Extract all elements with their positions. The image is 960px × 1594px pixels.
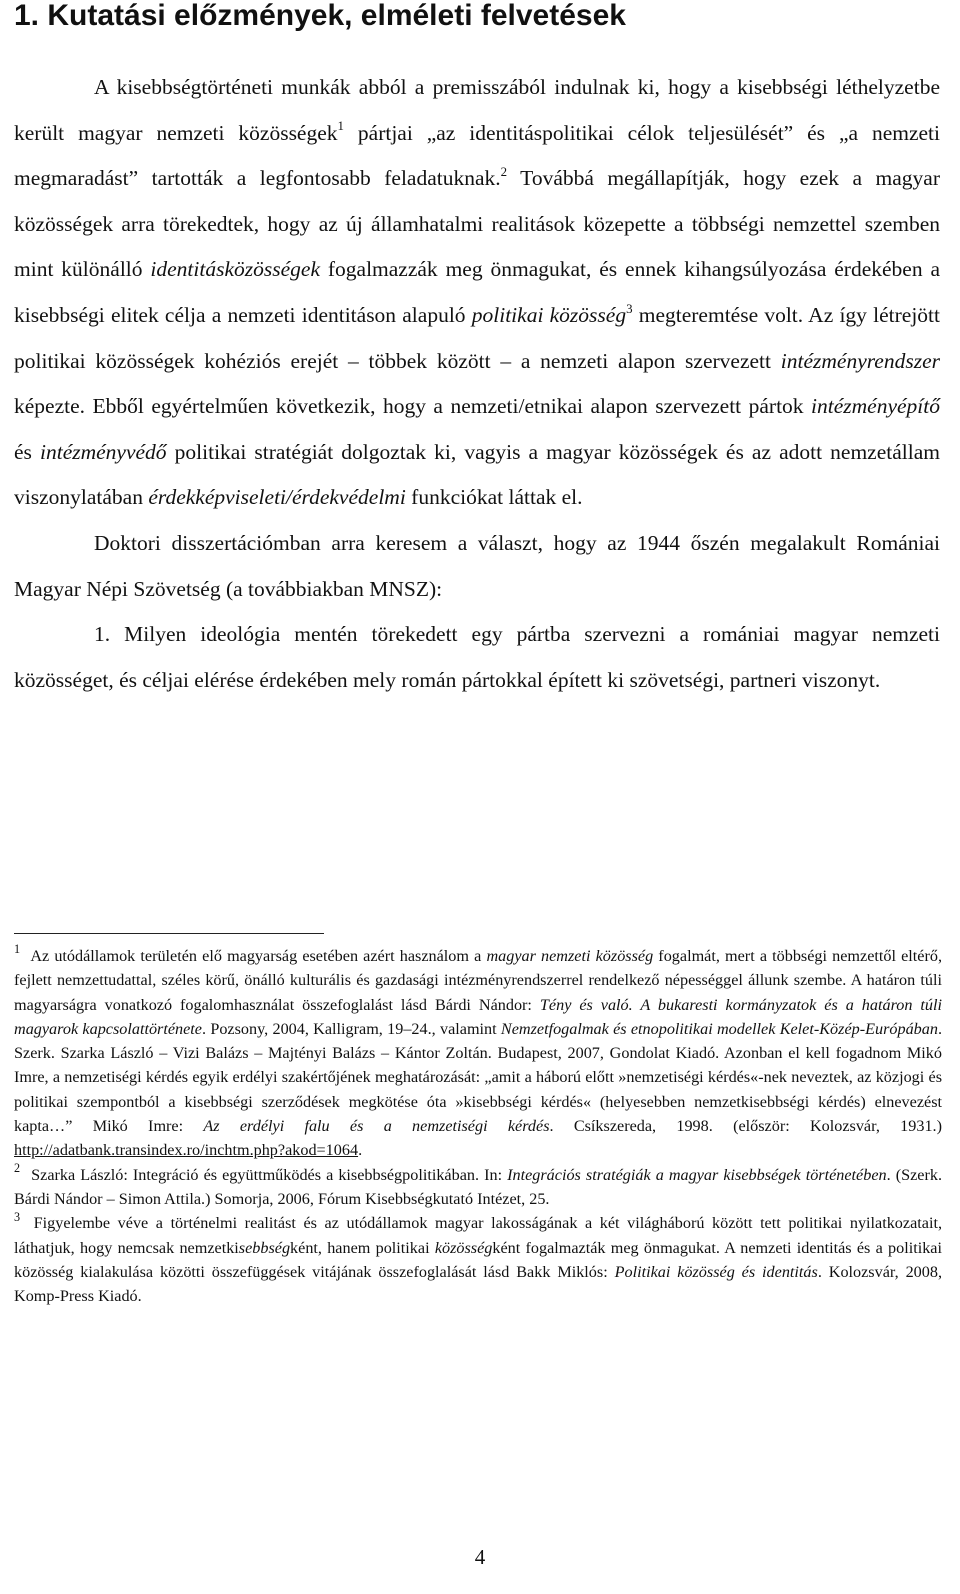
footnote-ref-1[interactable]: 1 xyxy=(337,119,344,134)
footnote-ref-3[interactable]: 3 xyxy=(626,301,633,316)
text-run: ként, hanem politikai xyxy=(290,1238,435,1257)
footnote-separator xyxy=(14,933,324,934)
italic-term: intézményrendszer xyxy=(780,348,940,373)
text-run: megteremtése volt. Az így létrejött politikai közösségek kohéziós erejét – többek között – a nemzeti alapon szervezett xyxy=(14,302,940,373)
italic-title: Politikai közösség és identitás xyxy=(614,1262,818,1281)
text-run: . (Szerk. Bárdi Nándor – Simon Attila.) Somorja, 2006, Fórum Kisebbségkutató Intézet, 25. xyxy=(14,1165,943,1208)
paragraph-premise xyxy=(14,65,940,521)
italic-title: Nemzetfogalmak és etnopolitikai modellek Kelet-Közép-Európában xyxy=(500,1019,938,1038)
paragraph-research-question: Doktori disszertációmban arra keresem a választ, hogy az 1944 őszén megalakult Romániai Magyar Népi Szövetség (a továbbiakban MNSZ): xyxy=(14,530,940,601)
page-number: 4 xyxy=(474,1545,486,1569)
italic-title: Integrációs stratégiák a magyar kisebbségek történetében xyxy=(507,1165,887,1184)
text-run: ként fogalmazták meg önmagukat. A nemzeti identitás és a politikai közösség kialakulása közötti összefüggések vitájának összefoglalását lásd Bakk Miklós: xyxy=(14,1238,942,1281)
italic-term: intézményépítő xyxy=(811,394,940,419)
footnote-ref-2[interactable]: 2 xyxy=(500,164,508,179)
text-run: . Pozsony, 2004, Kalligram, 19–24., valamint xyxy=(202,1019,501,1038)
text-run: Szarka László: Integráció és együttműködés a kisebbségpolitikában. In: xyxy=(26,1165,508,1184)
source-link[interactable]: http://adatbank.transindex.ro/inchtm.php?akod=1064 xyxy=(14,1141,359,1160)
italic-term: sebbség xyxy=(238,1238,291,1257)
footnote-2 xyxy=(14,1163,942,1212)
text-run: Figyelembe véve a történelmi realitást és az utódállamok magyar lakosságának a két világháború között tett politikai nyilatkozatait, láthatjuk, hogy nemcsak nemzetki xyxy=(14,1214,942,1257)
italic-term: magyar nemzeti közösség xyxy=(486,947,654,965)
text-run: . xyxy=(358,1141,363,1160)
footnote-mark: 1 xyxy=(14,942,21,957)
italic-term: közösség xyxy=(434,1238,493,1257)
text-run: . Kolozsvár, 2008, Komp-Press Kiadó. xyxy=(14,1262,942,1306)
footnote-1 xyxy=(14,944,942,1163)
text-run: pártjai „az identitáspolitikai célok teljesülését” és „a nemzeti megmaradást” tartották a legfontosabb feladatuknak. xyxy=(14,120,941,191)
text-run: politikai stratégiát dolgoztak ki, vagyis a magyar közösségek és az adott nemzetállam viszonylatában xyxy=(14,439,940,510)
italic-term: identitásközösségek xyxy=(150,257,320,282)
text-run: . Csíkszereda, 1998. (először: Kolozsvár, 1931.) xyxy=(549,1117,942,1136)
paragraph-question-1: 1. Milyen ideológia mentén törekedett egy pártba szervezni a romániai magyar nemzeti közösséget, és céljai elérése érdekében mely román pártokkal épített ki szövetségi, partneri viszonyt. xyxy=(14,622,940,692)
body-text xyxy=(14,65,940,703)
text-run: képezte. Ebből egyértelműen következik, hogy a nemzeti/etnikai alapon szervezett pártok xyxy=(14,394,812,419)
text-run: A kisebbségtörténeti munkák abból a premisszából indulnak ki, hogy a kisebbségi léthelyzetbe került magyar nemzeti közösségek xyxy=(14,75,940,145)
italic-term: intézményvédő xyxy=(40,439,167,464)
text-run: Továbbá megállapítják, hogy ezek a magyar közösségek arra törekedtek, hogy az új államhatalmi realitások közepette a többségi nemzettel szemben mint különálló xyxy=(14,166,940,282)
italic-term: érdekképviseleti/érdekvédelmi xyxy=(148,485,406,510)
text-run: és xyxy=(14,439,40,464)
text-run: funkciókat láttak el. xyxy=(405,485,583,510)
text-run: Az utódállamok területén elő magyarság esetében azért használom a xyxy=(26,947,487,965)
italic-term: politikai közösség xyxy=(471,302,627,327)
text-run: fogalmazzák meg önmagukat, és ennek kihangsúlyozása érdekében a kisebbségi elitek célja a nemzeti identitáson alapuló xyxy=(14,257,940,327)
text-run: fogalmát, mert a többségi nemzettől eltérő, fejlett nemzettudattal, széles körű, önálló kulturális és gazdasági intézményrendszerrel rendelkező népességgel állunk szembe. A határon túli magyarságra vonatkozó fogalomhasználat összefoglalást lásd Bárdi Nándor: xyxy=(14,947,942,1014)
footnote-mark: 3 xyxy=(14,1209,21,1224)
footnote-mark: 2 xyxy=(14,1161,21,1176)
footnote-3 xyxy=(14,1211,942,1308)
italic-title: Az erdélyi falu és a nemzetiségi kérdés xyxy=(203,1117,550,1136)
italic-title: Tény és való. A bukaresti kormányzatok és a határon túli magyarok kapcsolattörténete xyxy=(14,995,942,1038)
text-run: . Szerk. Szarka László – Vizi Balázs – Majtényi Balázs – Kántor Zoltán. Budapest, 2007, Gondolat Kiadó. Azonban el kell fogadnom Mikó Imre, a nemzetiségi kérdés egyik erdélyi szakértőjének meghatározását: „amit a háború előtt »nemzetiségi kérdés«-nek neveztek, az közjogi és politikai szempontból a kisebbségi szerződések megkötése óta »kisebbségi kérdés« (helyesebben nemzetkisebbségi kérdés) elnevezést kapta…” Mikó Imre: xyxy=(14,1019,942,1136)
section-heading: 1. Kutatási előzmények, elméleti felvetések xyxy=(14,0,626,32)
footnotes xyxy=(14,944,942,1308)
